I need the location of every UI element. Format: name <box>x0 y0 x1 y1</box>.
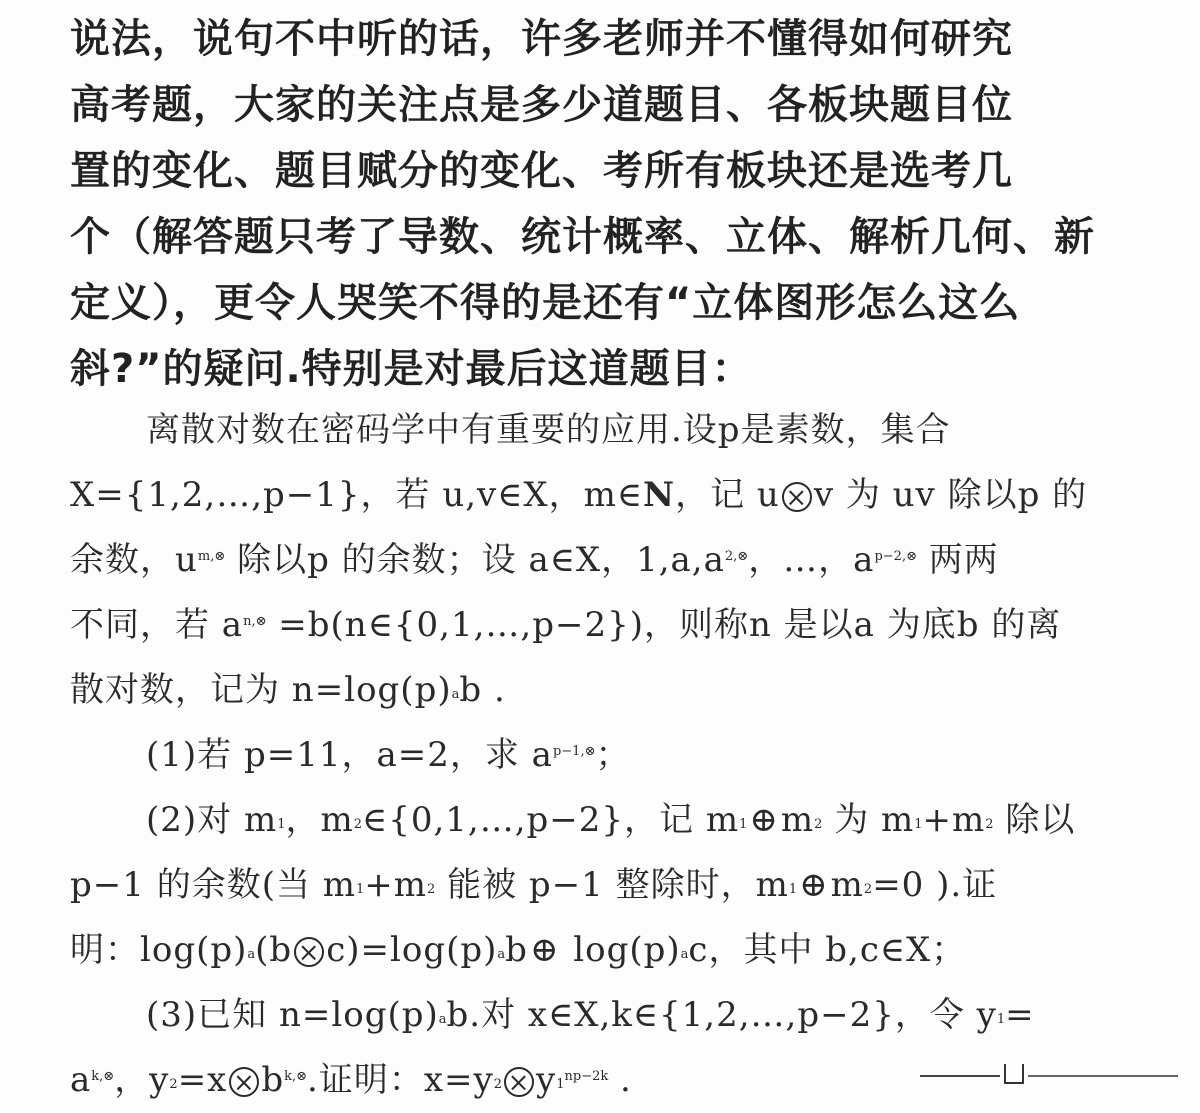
question-3 <box>70 983 1140 1048</box>
problem-text: .证明：x=y <box>307 1060 494 1100</box>
problem-text: ，…，a <box>748 540 875 580</box>
problem-text: (3)已知 n=log(p) <box>146 995 439 1035</box>
subscript: 2 <box>427 882 436 897</box>
problem-text: 明：log(p) <box>70 930 248 970</box>
superscript: k,⊗ <box>91 1069 115 1084</box>
superscript: m,⊗ <box>197 549 226 564</box>
question-1 <box>70 723 1140 788</box>
subscript: 1 <box>356 882 365 897</box>
problem-text: =b(n∈{0,1,…,p−2})，则称n 是以a 为底b 的离 <box>266 605 1062 645</box>
intro-paragraph <box>70 6 1140 402</box>
problem-text: 不同，若 a <box>70 605 244 645</box>
problem-line <box>70 463 1140 528</box>
problem-line <box>70 918 1140 983</box>
subscript: 2 <box>169 1077 178 1092</box>
subscript: a <box>680 947 689 962</box>
problem-text: b.对 x∈X,k∈{1,2,…,p−2}，令 y <box>446 995 997 1035</box>
subscript: 2 <box>353 817 363 832</box>
problem-text: (b <box>255 930 293 970</box>
subscript: a <box>497 947 506 962</box>
problem-text: v 为 uv 除以p 的 <box>813 475 1088 515</box>
subscript: 2 <box>493 1077 502 1092</box>
otimes-icon: × <box>229 1067 259 1097</box>
question-2 <box>70 788 1140 853</box>
bracket-icon <box>1004 1064 1024 1084</box>
problem-text: X={1,2,…,p−1}，若 u,v∈X，m∈ <box>70 475 644 515</box>
subscript: a <box>451 687 460 702</box>
naturals-symbol: N <box>643 475 676 515</box>
problem-text: =0 ).证 <box>872 865 998 905</box>
problem-text: a <box>70 1060 92 1100</box>
problem-text: 能被 p−1 整除时，m <box>435 865 789 905</box>
problem-text: c，其中 b,c∈X； <box>688 930 967 970</box>
problem-text: (1)若 p=11，a=2，求 a <box>146 735 553 775</box>
problem-line <box>70 398 1140 463</box>
divider <box>1028 1075 1178 1077</box>
subscript: 1 <box>277 817 286 832</box>
problem-text: m <box>780 800 815 840</box>
oplus-icon: ⊕ <box>529 930 560 970</box>
problem-text: b <box>261 1060 285 1100</box>
subscript: 2 <box>863 882 873 897</box>
subscript: 1 <box>996 1012 1006 1027</box>
problem-text: . <box>608 1060 632 1100</box>
intro-line: 斜?”的疑问.特别是对最后这道题目： <box>70 346 753 392</box>
intro-line: 置的变化、题目赋分的变化、考所有板块还是选考几 <box>70 148 1013 194</box>
problem-text: y <box>536 1060 557 1100</box>
problem-text: 除以p 的余数；设 a∈X，1,a,a <box>225 540 725 580</box>
problem-text: 两两 <box>916 540 999 580</box>
subscript: 1 <box>739 817 748 832</box>
problem-text: 散对数，记为 n=log(p) <box>70 670 452 710</box>
problem-text: ，y <box>114 1060 170 1100</box>
subscript: 1 <box>788 882 798 897</box>
problem-text: ，记 u <box>675 475 780 515</box>
problem-text: p−1 的余数(当 m <box>70 865 357 905</box>
problem-text: 为 m <box>822 800 915 840</box>
intro-line: 个（解答题只考了导数、统计概率、立体、解析几何、新 <box>70 214 1095 260</box>
problem-text: m <box>830 865 864 905</box>
oplus-icon: ⊕ <box>799 865 829 905</box>
superscript: p−2,⊗ <box>874 549 917 564</box>
problem-text: b . <box>459 670 506 710</box>
superscript: p−1,⊗ <box>552 744 596 759</box>
problem-text: =x <box>177 1060 228 1100</box>
problem-line <box>70 528 1140 593</box>
problem-text: = <box>1005 995 1035 1035</box>
subscript: a <box>247 947 256 962</box>
intro-line: 高考题，大家的关注点是多少道题目、各板块题目位 <box>70 82 1013 128</box>
problem-line <box>70 593 1140 658</box>
problem-statement <box>70 398 1140 1113</box>
superscript: np−2k <box>564 1069 609 1084</box>
subscript: 1 <box>556 1077 565 1092</box>
problem-text: 离散对数在密码学中有重要的应用.设p是素数，集合 <box>146 410 951 450</box>
intro-line: 定义），更令人哭笑不得的是还有“立体图形怎么这么 <box>70 280 1021 326</box>
subscript: 2 <box>814 817 823 832</box>
divider <box>920 1075 1000 1077</box>
problem-text: b <box>505 930 528 970</box>
subscript: 2 <box>985 817 994 832</box>
otimes-icon: × <box>294 937 324 967</box>
problem-text: log(p) <box>561 930 681 970</box>
subscript: a <box>438 1012 447 1027</box>
problem-text: ∈{0,1,…,p−2}，记 m <box>362 800 740 840</box>
otimes-icon: × <box>504 1067 534 1097</box>
subscript: 1 <box>914 817 923 832</box>
problem-text: 余数，u <box>70 540 198 580</box>
superscript: k,⊗ <box>284 1069 308 1084</box>
problem-text: +m <box>364 865 428 905</box>
oplus-icon: ⊕ <box>749 800 779 840</box>
problem-text: (2)对 m <box>146 800 278 840</box>
problem-text: +m <box>922 800 986 840</box>
problem-text: ； <box>595 735 631 775</box>
problem-text: ，m <box>285 800 354 840</box>
superscript: 2,⊗ <box>724 549 749 564</box>
problem-text: c)=log(p) <box>326 930 498 970</box>
otimes-icon: × <box>782 482 812 512</box>
scroll-indicator <box>920 1058 1185 1092</box>
problem-text: 除以 <box>993 800 1076 840</box>
superscript: n,⊗ <box>243 614 267 629</box>
intro-line: 说法，说句不中听的话，许多老师并不懂得如何研究 <box>70 16 1013 62</box>
problem-line <box>70 658 1140 723</box>
problem-line <box>70 853 1140 918</box>
